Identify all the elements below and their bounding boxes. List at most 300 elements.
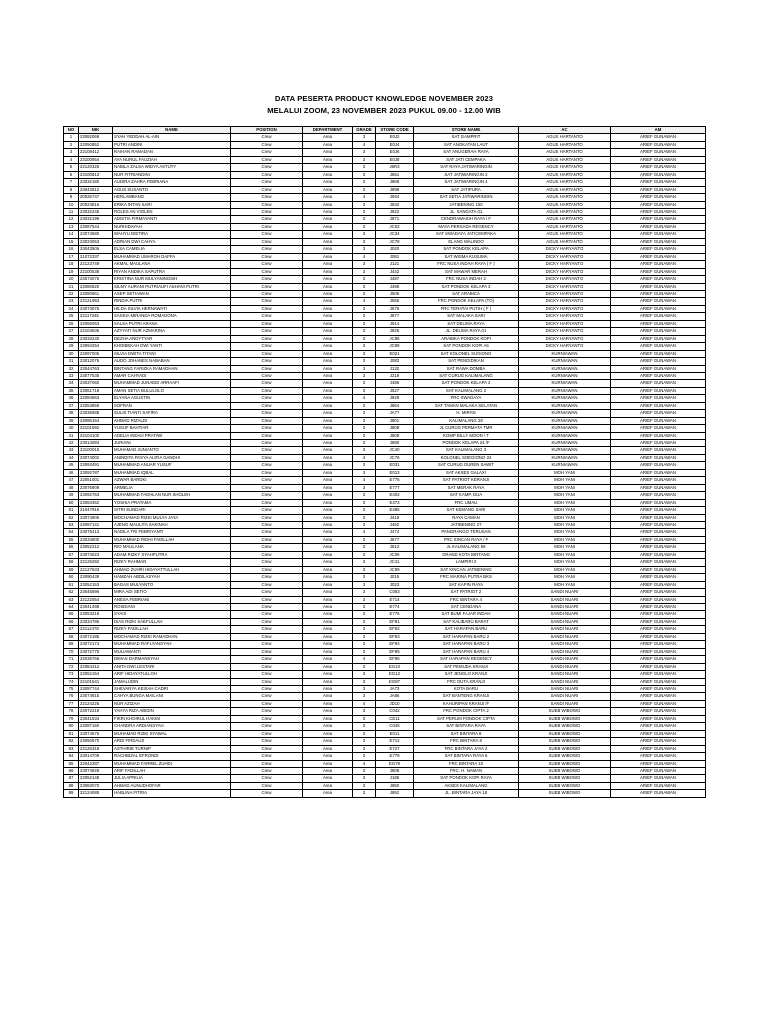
cell-am: ARIEF GUNAWAN	[611, 350, 706, 357]
cell-store-code: E0J6	[376, 149, 414, 156]
cell-store-code: EF85	[376, 648, 414, 655]
cell-name: MOCHAMAD RIZKI MULYA JAYA	[113, 514, 231, 521]
cell-name: AHMAD AUNUDHOFAR	[113, 782, 231, 789]
cell-am: ARIEF GUNAWAN	[611, 149, 706, 156]
cell-no: 64	[64, 604, 79, 611]
cell-ac: SANDI NUARI	[519, 678, 611, 685]
cell-department: Area	[303, 596, 353, 603]
cell-ac: MOH YANI	[519, 566, 611, 573]
cell-store-code: JA73	[376, 685, 414, 692]
cell-store-name: SAT HARAPAN REGENCY	[414, 656, 519, 663]
cell-store-name: SAT JATIWARINGIN 4	[414, 179, 519, 186]
cell-name: ADAM RIZKY SYAHPUTRA	[113, 551, 231, 558]
cell-am: ARIEF GUNAWAN	[611, 477, 706, 484]
cell-store-name: SAT KALIBARU BARAT	[414, 618, 519, 625]
cell-ac: KURNIAWAN	[519, 410, 611, 417]
cell-department: Area	[303, 261, 353, 268]
cell-am: ARIEF GUNAWAN	[611, 432, 706, 439]
cell-grade: 3	[353, 611, 376, 618]
table-row	[64, 447, 706, 454]
table-row	[64, 440, 706, 447]
cell-position: Crew	[231, 462, 303, 469]
cell-am: ARIEF GUNAWAN	[611, 767, 706, 774]
cell-department: Area	[303, 604, 353, 611]
cell-store-name: PONDOK KELAPA 24 /F	[414, 440, 519, 447]
cell-nik: 23074576	[79, 730, 113, 737]
table-row	[64, 536, 706, 543]
cell-store-name: FRC BINTARA 4	[414, 596, 519, 603]
cell-store-code: J852	[376, 790, 414, 797]
cell-store-name: SAT PONDOK KELAPA 3	[414, 283, 519, 290]
cell-department: Area	[303, 715, 353, 722]
cell-department: Area	[303, 700, 353, 707]
cell-nik: 22121953	[79, 298, 113, 305]
cell-no: 45	[64, 462, 79, 469]
table-row	[64, 641, 706, 648]
cell-store-code: J486	[376, 380, 414, 387]
cell-department: Area	[303, 186, 353, 193]
cell-store-name: SAT JENGLO KRANJI	[414, 671, 519, 678]
cell-ac: DICKY HARYANTO	[519, 305, 611, 312]
cell-nik: 23041534	[79, 715, 113, 722]
cell-name: YUSUF BAHTIAR	[113, 425, 231, 432]
cell-nik: 23041498	[79, 604, 113, 611]
column-header-am: AM	[611, 127, 706, 134]
cell-store-name: JATIBENING 150	[414, 201, 519, 208]
cell-grade: 3	[353, 432, 376, 439]
cell-no: 18	[64, 261, 79, 268]
cell-position: Crew	[231, 604, 303, 611]
cell-name: KRISTINA NUR MULYANINGSIH	[113, 276, 231, 283]
cell-ac: KURNIAWAN	[519, 395, 611, 402]
cell-nik: 23023063	[79, 238, 113, 245]
cell-am: ARIEF GUNAWAN	[611, 738, 706, 745]
cell-no: 40	[64, 425, 79, 432]
cell-grade: 3	[353, 536, 376, 543]
cell-grade: 3	[353, 447, 376, 454]
cell-department: Area	[303, 641, 353, 648]
cell-position: Crew	[231, 700, 303, 707]
cell-am: ARIEF GUNAWAN	[611, 179, 706, 186]
cell-ac: DICKY HARYANTO	[519, 246, 611, 253]
cell-name: SASKIA MIRANDA ROMADONA	[113, 313, 231, 320]
cell-ac: SUEB WIBOWO	[519, 738, 611, 745]
table-row	[64, 231, 706, 238]
cell-grade: 3	[353, 201, 376, 208]
cell-am: ARIEF GUNAWAN	[611, 723, 706, 730]
cell-nik: 22126292	[79, 559, 113, 566]
cell-am: ARIEF GUNAWAN	[611, 343, 706, 350]
cell-name: MIRA ADI SETIO	[113, 589, 231, 596]
cell-name: ADELIA INDAH PRATIWI	[113, 432, 231, 439]
cell-position: Crew	[231, 626, 303, 633]
cell-store-code: J899	[376, 186, 414, 193]
cell-position: Crew	[231, 387, 303, 394]
table-row	[64, 745, 706, 752]
cell-nik: 23094254	[79, 343, 113, 350]
cell-grade: 3	[353, 685, 376, 692]
cell-no: 41	[64, 432, 79, 439]
cell-grade: 3	[353, 365, 376, 372]
cell-store-name: FRC UMAU	[414, 499, 519, 506]
cell-ac: DICKY HARYANTO	[519, 253, 611, 260]
cell-name: ARMELIA	[113, 484, 231, 491]
cell-name: SULIS TIANTI SAFIRA	[113, 410, 231, 417]
cell-no: 16	[64, 246, 79, 253]
cell-ac: MOH YANI	[519, 529, 611, 536]
cell-ac: AGUS HARTANTO	[519, 216, 611, 223]
cell-am: ARIEF GUNAWAN	[611, 156, 706, 163]
cell-store-code: J121	[376, 261, 414, 268]
cell-nik: 23100654	[79, 156, 113, 163]
cell-name: BAGAS MULYANTO	[113, 581, 231, 588]
cell-ac: MOH YANI	[519, 484, 611, 491]
table-row	[64, 246, 706, 253]
cell-store-name: FRC MARINA PUTRA BKS	[414, 574, 519, 581]
table-row	[64, 305, 706, 312]
cell-no: 84	[64, 753, 79, 760]
cell-grade: 3	[353, 782, 376, 789]
cell-name: HERLAMBANG	[113, 194, 231, 201]
cell-no: 38	[64, 410, 79, 417]
cell-name: ROSDIANI	[113, 604, 231, 611]
cell-store-code: J023	[376, 581, 414, 588]
cell-grade: 3	[353, 544, 376, 551]
column-header-department: DEPARTMENT	[303, 127, 353, 134]
cell-grade: 3	[353, 678, 376, 685]
cell-department: Area	[303, 790, 353, 797]
cell-store-name: SAT DELIMA RAYA	[414, 320, 519, 327]
cell-nik: 23087141	[79, 522, 113, 529]
cell-store-name: SAT PENDIDIKAN	[414, 358, 519, 365]
cell-store-name: SAT MALAKA SARI	[414, 313, 519, 320]
cell-nik: 23063452	[79, 499, 113, 506]
cell-no: 26	[64, 320, 79, 327]
cell-store-name: FRC NUSA INDAH 2	[414, 276, 519, 283]
cell-grade: 3	[353, 440, 376, 447]
cell-ac: SUEB WIBOWO	[519, 715, 611, 722]
cell-ac: DICKY HARYANTO	[519, 276, 611, 283]
cell-ac: KURNIAWAN	[519, 447, 611, 454]
cell-position: Crew	[231, 596, 303, 603]
cell-ac: AGUS HARTANTO	[519, 231, 611, 238]
cell-position: Crew	[231, 685, 303, 692]
table-row	[64, 618, 706, 625]
cell-department: Area	[303, 320, 353, 327]
cell-department: Area	[303, 693, 353, 700]
cell-ac: KURNIAWAN	[519, 462, 611, 469]
cell-grade: 3	[353, 693, 376, 700]
cell-store-name: SAT ANGKATAN LAUT	[414, 141, 519, 148]
cell-grade: 3	[353, 425, 376, 432]
cell-store-code: J851	[376, 171, 414, 178]
cell-department: Area	[303, 492, 353, 499]
table-row	[64, 782, 706, 789]
cell-am: ARIEF GUNAWAN	[611, 574, 706, 581]
cell-am: ARIEF GUNAWAN	[611, 425, 706, 432]
cell-nik: 22124085	[79, 790, 113, 797]
cell-nik: 22051001	[79, 477, 113, 484]
cell-position: Crew	[231, 782, 303, 789]
cell-nik: 23014084	[79, 440, 113, 447]
cell-am: ARIEF GUNAWAN	[611, 648, 706, 655]
cell-name: HAMZAH ABDILASYAH	[113, 574, 231, 581]
cell-no: 79	[64, 715, 79, 722]
cell-department: Area	[303, 447, 353, 454]
cell-no: 19	[64, 268, 79, 275]
table-row	[64, 529, 706, 536]
cell-position: Crew	[231, 283, 303, 290]
cell-store-code: EF82	[376, 626, 414, 633]
cell-grade: 3	[353, 156, 376, 163]
cell-am: ARIEF GUNAWAN	[611, 484, 706, 491]
table-row	[64, 358, 706, 365]
cell-no: 57	[64, 551, 79, 558]
cell-department: Area	[303, 611, 353, 618]
cell-ac: DICKY HARYANTO	[519, 313, 611, 320]
cell-no: 44	[64, 454, 79, 461]
cell-department: Area	[303, 536, 353, 543]
cell-store-name: SAT PERUM PONDOK CIPTA	[414, 715, 519, 722]
cell-grade: 3	[353, 581, 376, 588]
cell-nik: 23037060	[79, 380, 113, 387]
cell-no: 25	[64, 313, 79, 320]
cell-store-code: E013	[376, 469, 414, 476]
cell-no: 29	[64, 343, 79, 350]
cell-nik: 22112478	[79, 626, 113, 633]
cell-am: ARIEF GUNAWAN	[611, 417, 706, 424]
cell-no: 82	[64, 738, 79, 745]
cell-ac: DICKY HARYANTO	[519, 261, 611, 268]
cell-store-code: J877	[376, 313, 414, 320]
cell-grade: 3	[353, 484, 376, 491]
column-header-store-name: STORE NAME	[414, 127, 519, 134]
cell-department: Area	[303, 484, 353, 491]
cell-store-name: SAT HARAPAN BARU 4	[414, 648, 519, 655]
cell-position: Crew	[231, 484, 303, 491]
cell-ac: SUEB WIBOWO	[519, 730, 611, 737]
cell-store-code: J6R3	[376, 164, 414, 171]
table-row	[64, 425, 706, 432]
cell-store-code: J219	[376, 372, 414, 379]
cell-no: 54	[64, 529, 79, 536]
cell-department: Area	[303, 767, 353, 774]
cell-store-code: E0J4	[376, 141, 414, 148]
cell-store-code: J462	[376, 522, 414, 529]
cell-store-code: EF86	[376, 656, 414, 663]
cell-ac: SUEB WIBOWO	[519, 708, 611, 715]
cell-position: Crew	[231, 223, 303, 230]
cell-store-code: E403	[376, 492, 414, 499]
cell-no: 34	[64, 380, 79, 387]
cell-department: Area	[303, 738, 353, 745]
cell-department: Area	[303, 164, 353, 171]
cell-name: SITRI SUNDARI	[113, 507, 231, 514]
cell-nik: 22123749	[79, 261, 113, 268]
cell-name: SYAIS	[113, 611, 231, 618]
cell-department: Area	[303, 253, 353, 260]
cell-am: ARIEF GUNAWAN	[611, 663, 706, 670]
cell-store-name: SAT AKSES GALAXI	[414, 469, 519, 476]
cell-grade: 4	[353, 477, 376, 484]
cell-store-name: SAT JATI CEMPAKA	[414, 156, 519, 163]
cell-store-name: SAT RAWA DOMBA	[414, 365, 519, 372]
table-body	[64, 134, 706, 797]
cell-ac: AGUS HARTANTO	[519, 149, 611, 156]
cell-no: 11	[64, 208, 79, 215]
cell-ac: SANDI NUARI	[519, 596, 611, 603]
cell-nik: 22120326	[79, 164, 113, 171]
cell-store-code: J419	[376, 514, 414, 521]
cell-store-name: SAT PEMUDA KRANJI	[414, 663, 519, 670]
cell-department: Area	[303, 782, 353, 789]
cell-department: Area	[303, 141, 353, 148]
cell-store-code: E775	[376, 477, 414, 484]
cell-grade: 3	[353, 596, 376, 603]
cell-no: 85	[64, 760, 79, 767]
cell-no: 77	[64, 700, 79, 707]
cell-department: Area	[303, 335, 353, 342]
cell-no: 63	[64, 596, 79, 603]
cell-ac: AGUS HARTANTO	[519, 186, 611, 193]
table-row	[64, 372, 706, 379]
cell-am: ARIEF GUNAWAN	[611, 745, 706, 752]
cell-grade: 3	[353, 171, 376, 178]
cell-nik: 23074580	[79, 231, 113, 238]
cell-grade: 3	[353, 350, 376, 357]
cell-nik: 22127633	[79, 566, 113, 573]
cell-am: ARIEF GUNAWAN	[611, 790, 706, 797]
table-row	[64, 156, 706, 163]
cell-position: Crew	[231, 715, 303, 722]
cell-department: Area	[303, 372, 353, 379]
cell-grade: 3	[353, 626, 376, 633]
cell-ac: DICKY HARYANTO	[519, 320, 611, 327]
cell-am: ARIEF GUNAWAN	[611, 313, 706, 320]
table-row	[64, 417, 706, 424]
cell-nik: 23072174	[79, 641, 113, 648]
cell-department: Area	[303, 440, 353, 447]
cell-store-name: SAT PATRIOT 2	[414, 589, 519, 596]
cell-department: Area	[303, 223, 353, 230]
cell-nik: 23032245	[79, 208, 113, 215]
cell-position: Crew	[231, 581, 303, 588]
cell-store-name: SAT TAMAN MALAKA SELATAN	[414, 402, 519, 409]
cell-store-name: JATIBENING 27	[414, 522, 519, 529]
table-row	[64, 402, 706, 409]
cell-store-code: E779	[376, 753, 414, 760]
cell-ac: KURNIAWAN	[519, 372, 611, 379]
cell-nik: 23045596	[79, 589, 113, 596]
table-row	[64, 648, 706, 655]
cell-department: Area	[303, 685, 353, 692]
cell-department: Area	[303, 290, 353, 297]
cell-grade: 3	[353, 223, 376, 230]
cell-position: Crew	[231, 395, 303, 402]
cell-ac: MOH YANI	[519, 492, 611, 499]
table-row	[64, 432, 706, 439]
cell-grade: 3	[353, 574, 376, 581]
cell-store-name: SAT CURUG DUREN SAWIT	[414, 462, 519, 469]
cell-name: CAHYA BUNGA MAILANI	[113, 693, 231, 700]
cell-store-code: J801	[376, 417, 414, 424]
cell-ac: DICKY HARYANTO	[519, 298, 611, 305]
cell-position: Crew	[231, 767, 303, 774]
cell-position: Crew	[231, 417, 303, 424]
cell-am: ARIEF GUNAWAN	[611, 290, 706, 297]
document-title: DATA PESERTA PRODUCT KNOWLEDGE NOVEMBER 2023	[274, 94, 494, 103]
table-row	[64, 663, 706, 670]
cell-ac: AGUS HARTANTO	[519, 208, 611, 215]
cell-grade: 3	[353, 462, 376, 469]
table-row	[64, 730, 706, 737]
cell-store-code: J808	[376, 767, 414, 774]
cell-store-code: J832	[376, 201, 414, 208]
cell-store-name: SAT SETIA JATIWARINGIN	[414, 194, 519, 201]
cell-no: 27	[64, 328, 79, 335]
cell-department: Area	[303, 402, 353, 409]
cell-grade: 3	[353, 522, 376, 529]
cell-ac: MOH YANI	[519, 507, 611, 514]
cell-store-code: J015	[376, 574, 414, 581]
cell-am: ARIEF GUNAWAN	[611, 372, 706, 379]
cell-position: Crew	[231, 790, 303, 797]
cell-am: ARIEF GUNAWAN	[611, 700, 706, 707]
cell-name: DIMAS DARMANSYAH	[113, 656, 231, 663]
cell-ac: MOH YANI	[519, 522, 611, 529]
cell-am: ARIEF GUNAWAN	[611, 320, 706, 327]
cell-store-name: SAT CENDANA	[414, 604, 519, 611]
cell-am: ARIEF GUNAWAN	[611, 141, 706, 148]
cell-grade: 3	[353, 313, 376, 320]
cell-store-name: GRAND KOTA BINTANG	[414, 551, 519, 558]
cell-position: Crew	[231, 574, 303, 581]
cell-grade: 4	[353, 656, 376, 663]
cell-name: NADILA TRI FEBRIYANTI	[113, 529, 231, 536]
cell-store-name: SAT HARAPAN BARU 2	[414, 633, 519, 640]
cell-no: 80	[64, 723, 79, 730]
cell-department: Area	[303, 514, 353, 521]
cell-name: ERIKA INTAN SARI	[113, 201, 231, 208]
cell-store-name: JL. BINTARA JAYA 18	[414, 790, 519, 797]
column-header-grade: GRADE	[353, 127, 376, 134]
cell-department: Area	[303, 529, 353, 536]
cell-name: AGUS SUSANTO	[113, 186, 231, 193]
cell-position: Crew	[231, 522, 303, 529]
table-row	[64, 626, 706, 633]
cell-store-name: SAT PONDOK KOPI A6	[414, 343, 519, 350]
cell-position: Crew	[231, 648, 303, 655]
table-row	[64, 715, 706, 722]
cell-position: Crew	[231, 723, 303, 730]
table-row	[64, 656, 706, 663]
cell-name: SILMY AURANI PUTRIAUFI ASHANI PUTRI	[113, 283, 231, 290]
cell-store-code: J809	[376, 432, 414, 439]
cell-store-code: E011	[376, 730, 414, 737]
cell-store-name: SAT KALIMALANG 3	[414, 447, 519, 454]
cell-no: 58	[64, 559, 79, 566]
cell-store-name: FRC BINTARA JAYA 2	[414, 745, 519, 752]
table-row	[64, 753, 706, 760]
cell-store-code: C045	[376, 723, 414, 730]
cell-nik: 23072185	[79, 633, 113, 640]
cell-department: Area	[303, 477, 353, 484]
cell-store-code: J556	[376, 298, 414, 305]
cell-no: 14	[64, 231, 79, 238]
cell-position: Crew	[231, 454, 303, 461]
cell-position: Crew	[231, 410, 303, 417]
table-row	[64, 760, 706, 767]
